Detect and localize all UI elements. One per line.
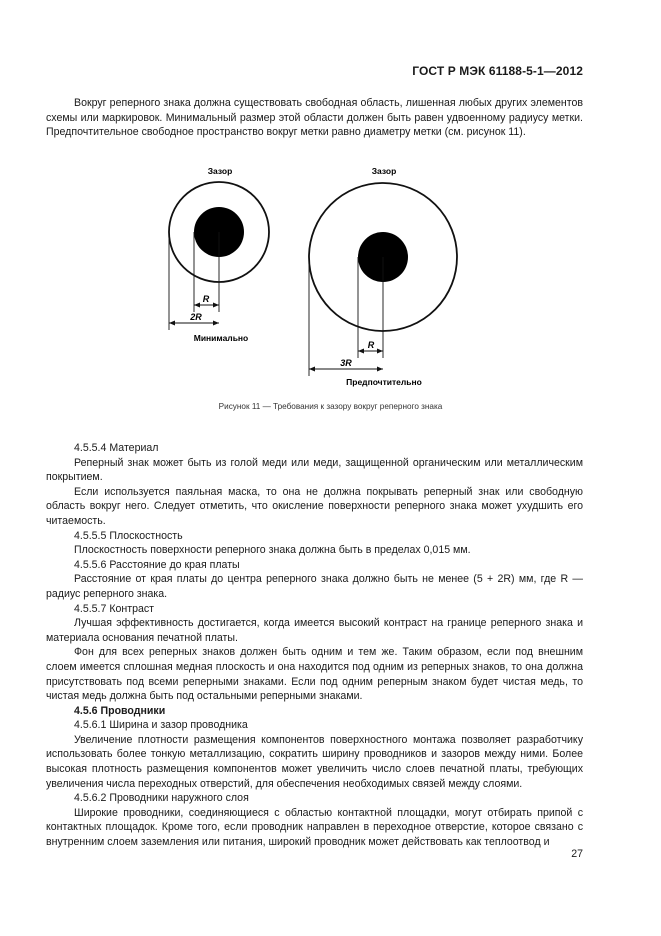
figure-right xyxy=(309,166,457,387)
paragraph: Фон для всех реперных знаков должен быть одним и тем же. Таким образом, если под внешним слоем имеется сплошная медная плоскость и она находится под одним из реперных знаков, то она должна присутствовать под всеми реперными знаками. Если под одним реперным знаком будет чистая медь, то чистая медь должна быть под остальными реперными знаками. xyxy=(46,646,583,703)
left-title: Зазор xyxy=(207,166,233,176)
left-dim-label: 2R xyxy=(190,312,202,322)
section-heading: 4.5.6.2 Проводники наружного слоя xyxy=(74,792,249,805)
section-heading: 4.5.6.1 Ширина и зазор проводника xyxy=(74,719,248,732)
paragraph: Если используется паяльная маска, то она не должна покрывать реперный знак или свободную область вокруг него. Следует отметить, что окисление поверхности реперного знака может ухудшить его читаемость. xyxy=(46,485,583,527)
figure-clearance xyxy=(0,0,661,400)
paragraph: Лучшая эффективность достигается, когда имеется высокий контраст на границе реперного знака и материала основания печатной платы. xyxy=(46,617,583,644)
paragraph: Реперный знак может быть из голой меди или меди, защищенной органическим или металлическим покрытием. xyxy=(46,456,583,484)
figure-left xyxy=(169,166,269,343)
paragraph: Широкие проводники, соединяющиеся с областью контактной площадки, могут отбирать припой с контактных площадок. Кроме того, если проводник направлен в переходное отверстие, которое связано с внутренним слоем заземления или питания, широкий проводник может действовать как теплоотвод и xyxy=(46,806,583,849)
section-heading: 4.5.5.6 Расстояние до края платы xyxy=(74,558,240,571)
left-r-label: R xyxy=(202,294,210,304)
paragraph: Плоскостность поверхности реперного знака должна быть в пределах 0,015 мм. xyxy=(74,544,471,557)
right-caption: Предпочтительно xyxy=(346,377,422,387)
figure-caption: Рисунок 11 — Требования к зазору вокруг реперного знака xyxy=(218,402,443,411)
section-heading: 4.5.6 Проводники xyxy=(74,704,166,717)
page-number: 27 xyxy=(571,848,583,860)
section-heading: 4.5.5.5 Плоскостность xyxy=(74,529,183,542)
paragraph: Расстояние от края платы до центра реперного знака должно быть не менее (5 + 2R) мм, где R — радиус реперного знака. xyxy=(46,573,583,600)
right-dim-label: 3R xyxy=(340,358,352,368)
document-header: ГОСТ Р МЭК 61188-5-1—2012 xyxy=(412,64,583,78)
right-r-label: R xyxy=(367,340,375,350)
section-heading: 4.5.5.4 Материал xyxy=(74,442,159,454)
body-text xyxy=(46,441,583,850)
section-heading: 4.5.5.7 Контраст xyxy=(74,602,155,615)
left-caption: Минимально xyxy=(193,333,249,343)
right-title: Зазор xyxy=(371,166,397,176)
paragraph: Увеличение плотности размещения компонентов поверхностного монтажа позволяет разработчику использовать более тонкую металлизацию, сократить ширину проводников и зазоров между ними. Более высокая плотность размещения компонентов может увеличить число слоев печатной платы, требующих увеличения числа переходных отверстий, для обеспечения необходимых связей между слоями. xyxy=(46,733,583,790)
intro-paragraph: Вокруг реперного знака должна существовать свободная область, лишенная любых других элементов схемы или маркировок. Минимальный размер этой области должен быть равен удвоенному радиусу метки. Предпочтительное свободное пространство вокруг метки равно диаметру метки (см. рисунок 11). xyxy=(46,97,583,139)
